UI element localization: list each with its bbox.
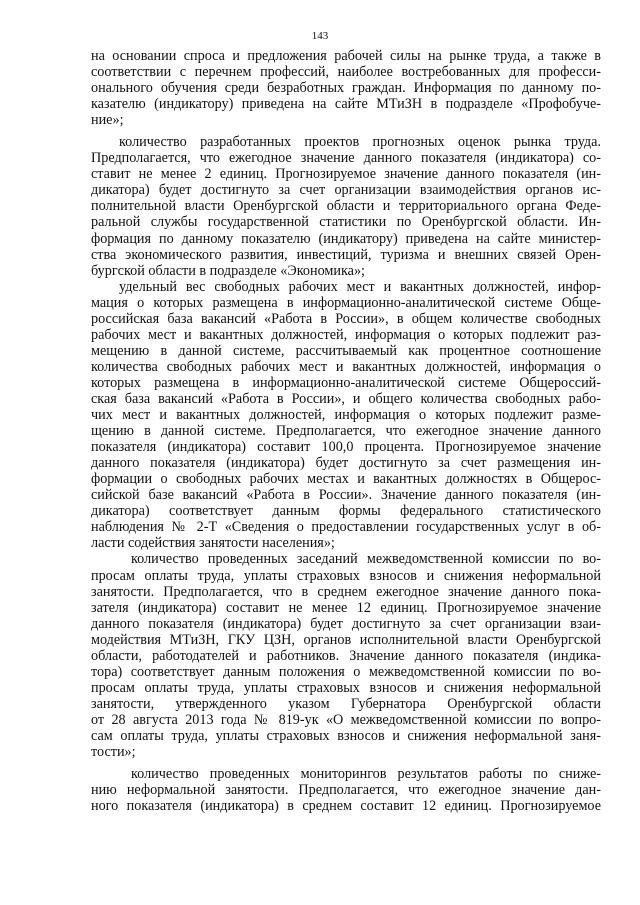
text-line: которых размещена в информационно-аналитической системе Общероссий- <box>91 374 601 391</box>
text-line: нию неформальной занятости. Предполагается, что ежегодное значение дан- <box>91 782 601 799</box>
text-line: ская база вакансий «Работа в России», и общего количества свободных рабо- <box>91 390 601 407</box>
text-line: просам оплаты труда, уплаты страховых взносов и снижения неформальной <box>91 679 601 696</box>
text-line: на основании спроса и предложения рабочей силы на рынке труда, а также в <box>91 48 601 64</box>
text-line: ставит не менее 2 единиц. Прогнозируемое значение данного показателя (ин- <box>91 166 601 183</box>
text-line: занятости, утвержденного указом Губернатора Оренбургской области <box>91 695 601 712</box>
paragraph-first-line: количество проведенных заседаний межведомственной комиссии по во- <box>131 551 601 568</box>
text-line: щению в данной системе. Предполагается, что ежегодное значение данного <box>91 423 601 440</box>
text-line: показателя (индикатора) составит 100,0 процента. Прогнозируемое значение <box>91 439 601 456</box>
text-line: мация о которых размещена в информационно-аналитической системе Обще- <box>91 294 601 311</box>
body-text <box>91 48 601 814</box>
text-line: Предполагается, что ежегодное значение данного показателя (индикатора) со- <box>91 150 601 167</box>
text-line: от 28 августа 2013 года № 819-ук «О межведомственной комиссии по вопро- <box>91 711 601 728</box>
text-line: онального обучения среди безработных граждан. Информация по данному по- <box>91 80 601 97</box>
text-line: бургской области в подразделе «Экономика»; <box>91 262 365 279</box>
text-line: российская база вакансий «Работа в России», в общем количестве свободных <box>91 310 601 327</box>
paragraph-first-line: количество проведенных мониторингов результатов работы по сниже- <box>131 766 601 783</box>
text-line: рабочих мест и вакантных должностей, информация о которых подлежит раз- <box>91 326 601 343</box>
text-line: области, работодателей и работников. Значение данного показателя (индика- <box>91 647 601 664</box>
text-line: данного показателя (индикатора) будет достигнуто за счет организации взаи- <box>91 615 601 632</box>
text-line: сийской базе вакансий «Работа в России». Значение данного показателя (ин- <box>91 487 601 504</box>
text-line: формации о свободных рабочих местах и вакантных должностях в Общерос- <box>91 471 601 488</box>
text-line: казателю (индикатору) приведена на сайте МТиЗН в подразделе «Профобуче- <box>91 96 601 113</box>
text-line: просам оплаты труда, уплаты страховых взносов и снижения неформальной <box>91 567 601 584</box>
text-line: ние»; <box>91 112 124 129</box>
text-line: тора) соответствует данным положения о межведомственной комиссии по во- <box>91 663 601 680</box>
text-line: занятости. Предполагается, что в среднем ежегодное значение данного пока- <box>91 583 601 600</box>
paragraph-first-line: количество разработанных проектов прогнозных оценок рынка труда. <box>119 134 601 151</box>
text-line: тости»; <box>91 744 136 761</box>
text-line: формация по данному показателю (индикатору) приведена на сайте министер- <box>91 230 601 247</box>
page-number: 143 <box>311 30 329 42</box>
text-line: зателя (индикатора) составит не менее 12 единиц. Прогнозируемое значение <box>91 599 601 616</box>
text-line: ного показателя (индикатора) в среднем составит 12 единиц. Прогнозируемое <box>91 798 601 815</box>
text-line: дикатора) будет достигнуто за счет организации взаимодействия органов ис- <box>91 182 601 199</box>
text-line: чих мест и вакантных должностей, информация о которых подлежит разме- <box>91 407 601 424</box>
paragraph-first-line: удельный вес свободных рабочих мест и вакантных должностей, инфор- <box>119 278 601 295</box>
text-line: модействия МТиЗН, ГКУ ЦЗН, органов исполнительной власти Оренбургской <box>91 631 601 648</box>
text-line: данного показателя (индикатора) будет достигнуто за счет размещения ин- <box>91 455 601 472</box>
text-line: соответствии с перечнем профессий, наиболее востребованных для професси- <box>91 64 601 81</box>
text-line: ства экономического развития, инвестиций, туризма и внешних связей Орен- <box>91 246 601 263</box>
text-line: мещению в данной системе, рассчитываемый как процентное соотношение <box>91 342 601 359</box>
text-line: полнительной власти Оренбургской области и территориального органа Феде- <box>91 198 601 215</box>
text-line: сам оплаты труда, уплаты страховых взносов и снижения неформальной заня- <box>91 727 601 744</box>
text-line: ласти содействия занятости населения»; <box>91 535 335 552</box>
text-line: дикатора) соответствует данным формы федерального статистического <box>91 503 601 520</box>
text-line: наблюдения № 2-Т «Сведения о предоставлении государственных услуг в об- <box>91 519 601 536</box>
text-line: количества свободных рабочих мест и вакантных должностей, информация о <box>91 358 601 375</box>
text-line: ральной службы государственной статистики по Оренбургской области. Ин- <box>91 214 601 231</box>
